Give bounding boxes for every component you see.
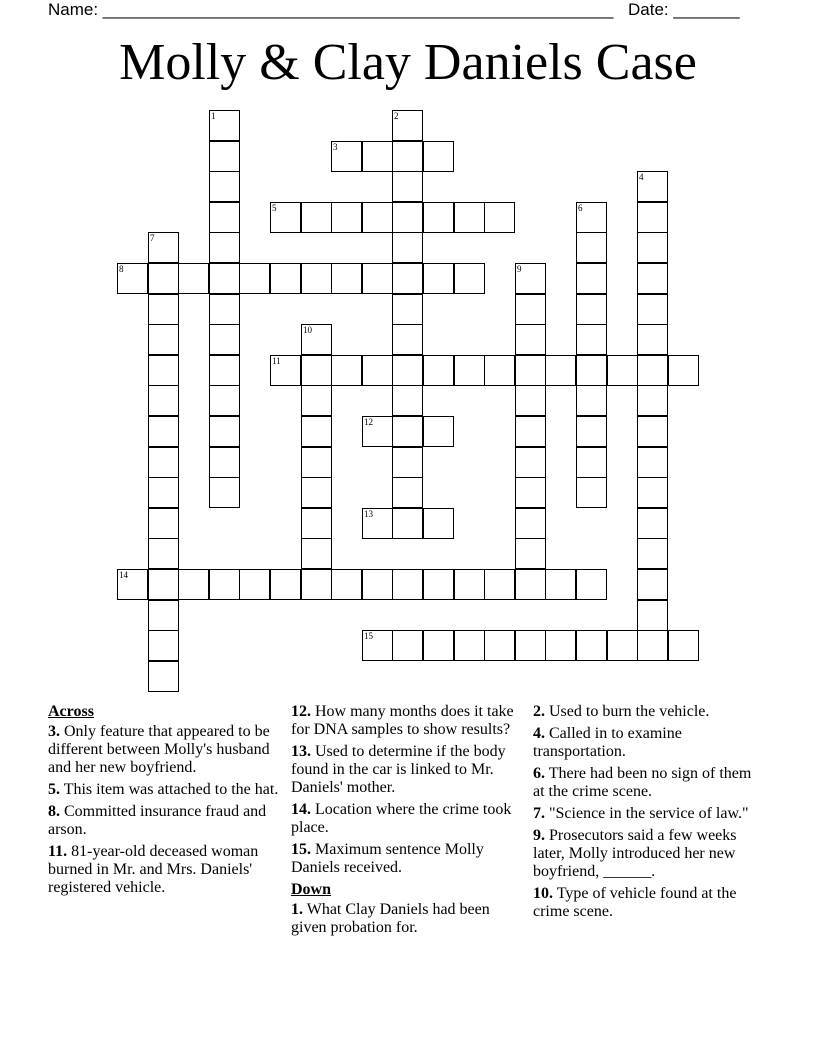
grid-cell[interactable] <box>270 355 301 386</box>
grid-cell[interactable] <box>454 569 485 600</box>
grid-cell[interactable] <box>209 294 240 325</box>
cell-number: 8 <box>119 264 124 274</box>
cell-number: 13 <box>364 509 373 519</box>
cell-number: 14 <box>119 570 128 580</box>
grid-cell[interactable] <box>545 569 576 600</box>
down-clue-list-continued <box>533 703 761 921</box>
clue <box>533 805 761 823</box>
grid-cell[interactable] <box>637 508 668 539</box>
clues-column-1 <box>48 703 280 901</box>
grid-cell[interactable] <box>454 263 485 294</box>
grid-cell[interactable] <box>637 600 668 631</box>
grid-cell[interactable] <box>637 171 668 202</box>
cell-number: 2 <box>394 111 399 121</box>
clue-number: 11. <box>48 843 68 860</box>
date-field-label: Date: _______ <box>628 0 740 19</box>
clue-number: 1. <box>291 901 303 918</box>
grid-cell[interactable] <box>576 630 607 661</box>
clue-text: 81-year-old deceased woman burned in Mr. and Mrs. Daniels' registered vehicle. <box>48 843 259 896</box>
grid-cell[interactable] <box>423 630 454 661</box>
grid-cell[interactable] <box>301 385 332 416</box>
grid-cell[interactable] <box>362 355 393 386</box>
grid-cell[interactable] <box>423 202 454 233</box>
grid-cell[interactable] <box>515 538 546 569</box>
grid-cell[interactable] <box>148 661 179 692</box>
grid-cell[interactable] <box>576 263 607 294</box>
grid-cell[interactable] <box>576 447 607 478</box>
grid-cell[interactable] <box>607 630 638 661</box>
clue-text: Called in to examine transportation. <box>533 725 682 760</box>
grid-cell[interactable] <box>637 324 668 355</box>
clue <box>291 703 523 739</box>
grid-cell[interactable] <box>637 569 668 600</box>
grid-cell[interactable] <box>301 324 332 355</box>
grid-cell[interactable] <box>239 569 270 600</box>
grid-cell[interactable] <box>392 171 423 202</box>
grid-cell[interactable] <box>178 263 209 294</box>
grid-cell[interactable] <box>392 630 423 661</box>
grid-cell[interactable] <box>637 416 668 447</box>
grid-cell[interactable] <box>515 477 546 508</box>
grid-cell[interactable] <box>484 569 515 600</box>
cell-number: 4 <box>639 172 644 182</box>
grid-cell[interactable] <box>209 324 240 355</box>
grid-cell[interactable] <box>148 232 179 263</box>
clue-number: 2. <box>533 703 545 720</box>
grid-cell[interactable] <box>637 294 668 325</box>
clue-number: 3. <box>48 723 60 740</box>
grid-cell[interactable] <box>209 416 240 447</box>
clue-text: This item was attached to the hat. <box>60 781 279 798</box>
grid-cell[interactable] <box>637 538 668 569</box>
puzzle-title: Molly & Clay Daniels Case <box>119 34 697 91</box>
clue-text: Used to burn the vehicle. <box>545 703 710 720</box>
name-field-label: Name: ______________________________________________________ <box>48 0 614 19</box>
clue-text: "Science in the service of law." <box>545 805 749 822</box>
grid-cell[interactable] <box>484 355 515 386</box>
clue-number: 12. <box>291 703 311 720</box>
grid-cell[interactable] <box>392 202 423 233</box>
grid-cell[interactable] <box>484 630 515 661</box>
grid-cell[interactable] <box>515 630 546 661</box>
clue-number: 4. <box>533 725 545 742</box>
grid-cell[interactable] <box>576 355 607 386</box>
grid-cell[interactable] <box>576 232 607 263</box>
grid-cell[interactable] <box>576 324 607 355</box>
clue-text: Location where the crime took place. <box>291 801 512 836</box>
grid-cell[interactable] <box>392 569 423 600</box>
clue-number: 10. <box>533 885 553 902</box>
grid-cell[interactable] <box>392 447 423 478</box>
grid-cell[interactable] <box>362 202 393 233</box>
grid-cell[interactable] <box>392 508 423 539</box>
grid-cell[interactable] <box>301 477 332 508</box>
grid-cell[interactable] <box>362 416 393 447</box>
grid-cell[interactable] <box>392 294 423 325</box>
grid-cell[interactable] <box>392 416 423 447</box>
clue <box>48 723 280 777</box>
grid-cell[interactable] <box>148 600 179 631</box>
grid-cell[interactable] <box>668 630 699 661</box>
cell-number: 7 <box>150 233 155 243</box>
grid-cell[interactable] <box>148 294 179 325</box>
grid-cell[interactable] <box>331 569 362 600</box>
grid-cell[interactable] <box>301 508 332 539</box>
cell-number: 9 <box>517 264 522 274</box>
grid-cell[interactable] <box>209 141 240 172</box>
cell-number: 10 <box>303 325 312 335</box>
clue-text: Committed insurance fraud and arson. <box>48 803 267 838</box>
clue-number: 8. <box>48 803 60 820</box>
grid-cell[interactable] <box>209 232 240 263</box>
grid-cell[interactable] <box>362 508 393 539</box>
grid-cell[interactable] <box>209 447 240 478</box>
clue <box>48 803 280 839</box>
clue <box>291 743 523 797</box>
grid-cell[interactable] <box>148 538 179 569</box>
grid-cell[interactable] <box>362 141 393 172</box>
grid-cell[interactable] <box>239 263 270 294</box>
grid-cell[interactable] <box>545 630 576 661</box>
clue-text: Used to determine if the body found in the car is linked to Mr. Daniels' mother. <box>291 743 506 796</box>
grid-cell[interactable] <box>637 202 668 233</box>
grid-cell[interactable] <box>576 569 607 600</box>
grid-cell[interactable] <box>331 355 362 386</box>
grid-cell[interactable] <box>148 477 179 508</box>
grid-cell[interactable] <box>209 202 240 233</box>
grid-cell[interactable] <box>301 447 332 478</box>
down-clue-list <box>291 901 523 937</box>
grid-cell[interactable] <box>484 202 515 233</box>
grid-cell[interactable] <box>209 355 240 386</box>
grid-cell[interactable] <box>423 355 454 386</box>
clue-number: 6. <box>533 765 545 782</box>
grid-cell[interactable] <box>301 416 332 447</box>
grid-cell[interactable] <box>515 385 546 416</box>
grid-cell[interactable] <box>209 477 240 508</box>
clue-number: 5. <box>48 781 60 798</box>
clue <box>291 801 523 837</box>
clue <box>48 843 280 897</box>
grid-cell[interactable] <box>117 569 148 600</box>
grid-cell[interactable] <box>576 294 607 325</box>
grid-cell[interactable] <box>423 569 454 600</box>
clue-number: 7. <box>533 805 545 822</box>
clue-number: 15. <box>291 841 311 858</box>
grid-cell[interactable] <box>209 171 240 202</box>
grid-cell[interactable] <box>454 630 485 661</box>
clue-text: What Clay Daniels had been given probation for. <box>291 901 490 936</box>
cell-number: 1 <box>211 111 216 121</box>
grid-cell[interactable] <box>331 202 362 233</box>
grid-cell[interactable] <box>515 569 546 600</box>
grid-cell[interactable] <box>148 263 179 294</box>
grid-cell[interactable] <box>209 385 240 416</box>
grid-cell[interactable] <box>454 355 485 386</box>
grid-cell[interactable] <box>423 416 454 447</box>
clue <box>533 703 761 721</box>
grid-cell[interactable] <box>301 569 332 600</box>
clue-text: Maximum sentence Molly Daniels received. <box>291 841 484 876</box>
grid-cell[interactable] <box>392 477 423 508</box>
cell-number: 6 <box>578 203 583 213</box>
grid-cell[interactable] <box>637 355 668 386</box>
grid-cell[interactable] <box>148 508 179 539</box>
grid-cell[interactable] <box>270 202 301 233</box>
grid-cell[interactable] <box>637 385 668 416</box>
grid-cell[interactable] <box>392 324 423 355</box>
grid-cell[interactable] <box>148 385 179 416</box>
grid-cell[interactable] <box>637 447 668 478</box>
grid-cell[interactable] <box>576 477 607 508</box>
grid-cell[interactable] <box>637 630 668 661</box>
grid-cell[interactable] <box>576 416 607 447</box>
grid-cell[interactable] <box>148 355 179 386</box>
clue-text: Only feature that appeared to be different between Molly's husband and her new boyfriend. <box>48 723 270 776</box>
clue <box>533 827 761 881</box>
grid-cell[interactable] <box>607 355 638 386</box>
grid-cell[interactable] <box>576 385 607 416</box>
grid-cell[interactable] <box>392 232 423 263</box>
clue <box>533 765 761 801</box>
clue-number: 13. <box>291 743 311 760</box>
grid-cell[interactable] <box>515 447 546 478</box>
grid-cell[interactable] <box>637 263 668 294</box>
grid-cell[interactable] <box>301 202 332 233</box>
grid-cell[interactable] <box>270 263 301 294</box>
clue <box>533 885 761 921</box>
grid-cell[interactable] <box>209 110 240 141</box>
clues-column-3 <box>533 703 761 925</box>
grid-cell[interactable] <box>392 110 423 141</box>
clue <box>291 901 523 937</box>
grid-cell[interactable] <box>301 355 332 386</box>
grid-cell[interactable] <box>117 263 148 294</box>
cell-number: 12 <box>364 417 373 427</box>
cell-number: 11 <box>272 356 281 366</box>
grid-cell[interactable] <box>576 202 607 233</box>
grid-cell[interactable] <box>637 232 668 263</box>
cell-number: 3 <box>333 142 338 152</box>
cell-number: 15 <box>364 631 373 641</box>
across-clue-list <box>48 723 280 897</box>
grid-cell[interactable] <box>362 569 393 600</box>
grid-cell[interactable] <box>515 416 546 447</box>
grid-cell[interactable] <box>148 416 179 447</box>
clue-text: Prosecutors said a few weeks later, Molly introduced her new boyfriend, ______. <box>533 827 737 880</box>
grid-cell[interactable] <box>545 355 576 386</box>
grid-cell[interactable] <box>209 569 240 600</box>
grid-cell[interactable] <box>392 355 423 386</box>
grid-cell[interactable] <box>209 263 240 294</box>
grid-cell[interactable] <box>392 141 423 172</box>
grid-cell[interactable] <box>668 355 699 386</box>
grid-cell[interactable] <box>331 141 362 172</box>
grid-cell[interactable] <box>148 630 179 661</box>
clue <box>48 781 280 799</box>
grid-cell[interactable] <box>148 569 179 600</box>
grid-cell[interactable] <box>301 538 332 569</box>
grid-cell[interactable] <box>515 508 546 539</box>
across-heading: Across <box>48 703 94 720</box>
grid-cell[interactable] <box>423 263 454 294</box>
clue-text: Type of vehicle found at the crime scene. <box>533 885 737 920</box>
grid-cell[interactable] <box>454 202 485 233</box>
grid-cell[interactable] <box>178 569 209 600</box>
cell-number: 5 <box>272 203 277 213</box>
grid-cell[interactable] <box>515 324 546 355</box>
clue-text: How many months does it take for DNA samples to show results? <box>291 703 514 738</box>
grid-cell[interactable] <box>515 294 546 325</box>
grid-cell[interactable] <box>301 263 332 294</box>
grid-cell[interactable] <box>423 508 454 539</box>
grid-cell[interactable] <box>637 477 668 508</box>
grid-cell[interactable] <box>148 324 179 355</box>
grid-cell[interactable] <box>270 569 301 600</box>
grid-cell[interactable] <box>148 447 179 478</box>
clue <box>291 841 523 877</box>
grid-cell[interactable] <box>392 385 423 416</box>
grid-cell[interactable] <box>362 630 393 661</box>
grid-cell[interactable] <box>423 141 454 172</box>
grid-cell[interactable] <box>331 263 362 294</box>
clue-number: 9. <box>533 827 545 844</box>
clue-number: 14. <box>291 801 311 818</box>
grid-cell[interactable] <box>392 263 423 294</box>
clues-column-2 <box>291 703 523 941</box>
grid-cell[interactable] <box>515 355 546 386</box>
clue-text: There had been no sign of them at the crime scene. <box>533 765 752 800</box>
grid-cell[interactable] <box>362 263 393 294</box>
across-clue-list-continued <box>291 703 523 877</box>
clue <box>533 725 761 761</box>
grid-cell[interactable] <box>515 263 546 294</box>
down-heading: Down <box>291 881 332 898</box>
